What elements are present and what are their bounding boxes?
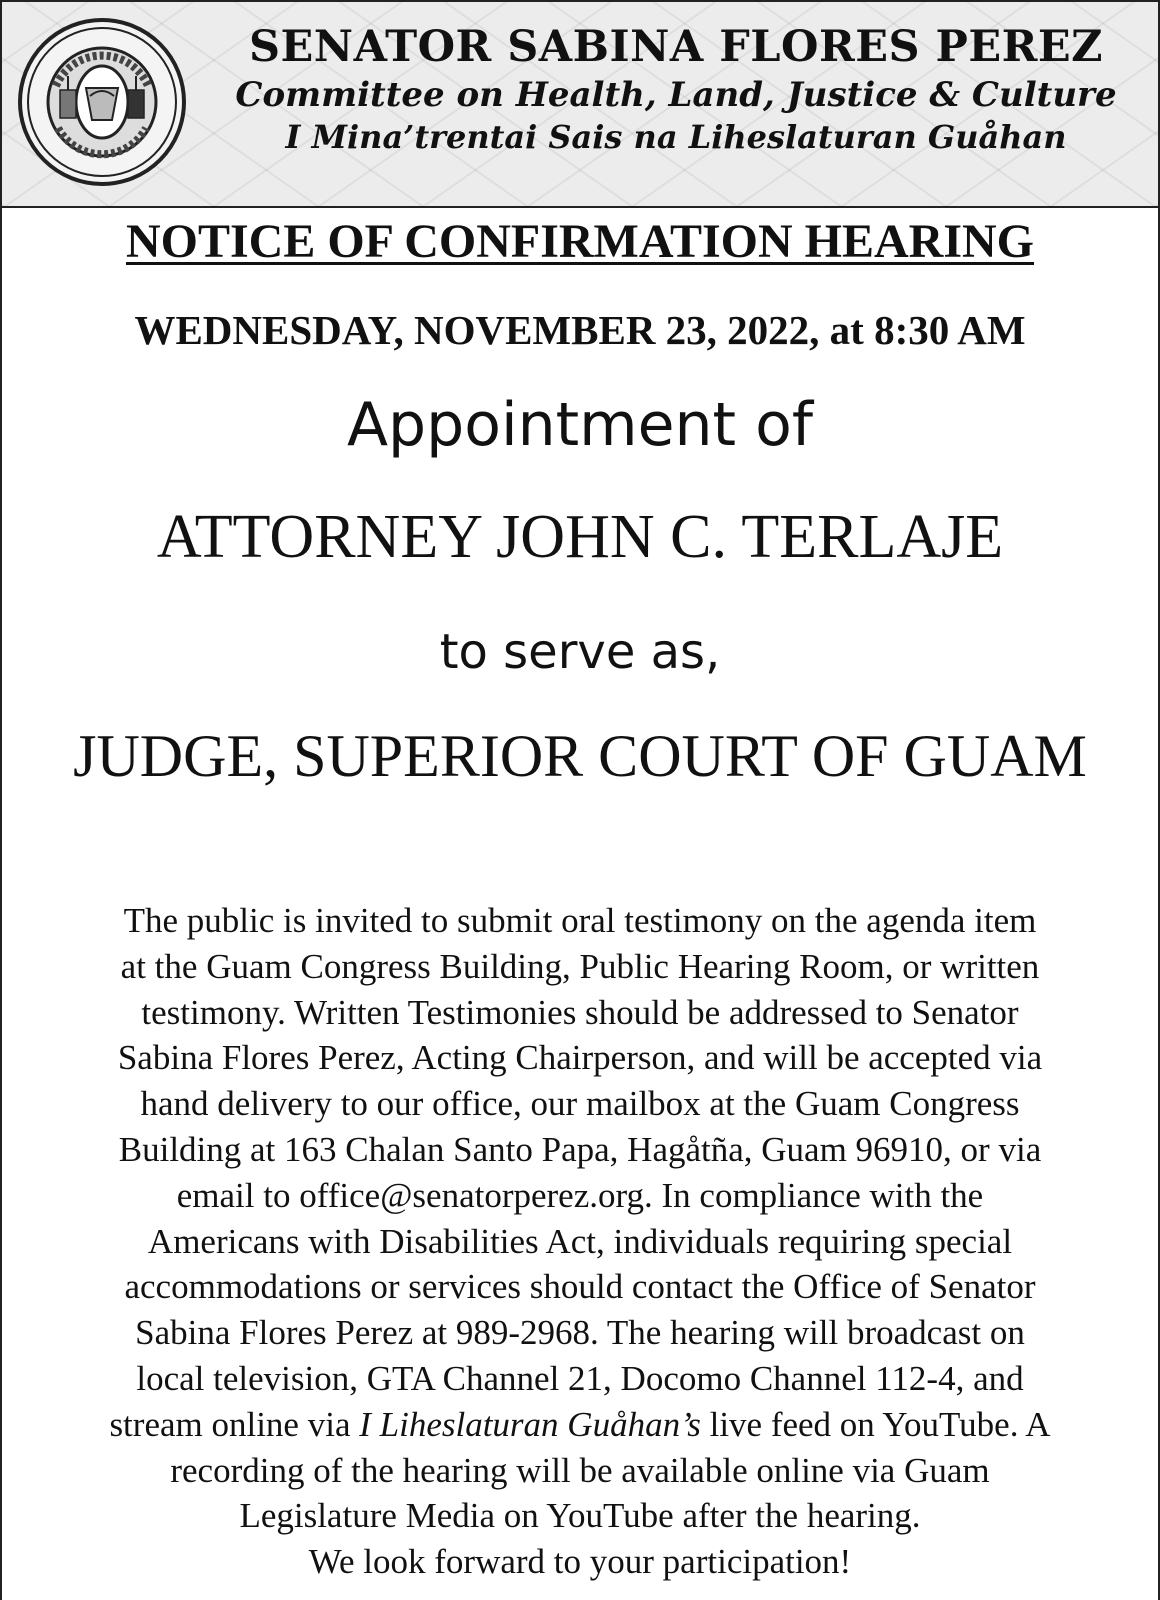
body-line: testimony. Written Testimonies should be addressed to Senator	[141, 992, 1019, 1032]
notice-body	[42, 898, 1118, 1585]
body-line: Sabina Flores Perez, Acting Chairperson, and will be accepted via	[117, 1038, 1043, 1078]
masthead-text	[202, 20, 1150, 158]
body-line: Legislature Media on YouTube after the hearing.	[239, 1496, 921, 1536]
notice-title: NOTICE OF CONFIRMATION HEARING	[125, 215, 1035, 268]
senator-name: SENATOR SABINA FLORES PEREZ	[248, 22, 1104, 72]
legislature-name: I Mina’trentai Sais na Liheslaturan Guåhan	[285, 118, 1067, 156]
body-line-closing: We look forward to your participation!	[308, 1542, 852, 1582]
legislature-italic: I Liheslaturan Guåhan’s	[359, 1404, 701, 1444]
position-title: JUDGE, SUPERIOR COURT OF GUAM	[73, 723, 1087, 789]
nominee-name: ATTORNEY JOHN C. TERLAJE	[156, 503, 1004, 571]
body-line: accommodations or services should contact the Office of Senator	[124, 1267, 1036, 1307]
body-line: recording of the hearing will be available online via Guam	[170, 1450, 990, 1490]
body-line-stream	[42, 1402, 1118, 1448]
body-line: at the Guam Congress Building, Public Hearing Room, or written	[120, 946, 1040, 986]
body-line: email to office@senatorperez.org. In compliance with the	[176, 1175, 984, 1215]
body-line: Building at 163 Chalan Santo Papa, Hagåtña, Guam 96910, or via	[118, 1129, 1042, 1169]
body-line: hand delivery to our office, our mailbox at the Guam Congress	[140, 1084, 1020, 1124]
guam-legislature-seal-icon	[16, 16, 188, 188]
stream-suffix: live feed on YouTube. A	[700, 1404, 1051, 1444]
body-line: The public is invited to submit oral testimony on the agenda item	[123, 901, 1037, 940]
to-serve-as-label: to serve as,	[439, 624, 721, 680]
hearing-date-time: WEDNESDAY, NOVEMBER 23, 2022, at 8:30 AM	[134, 307, 1026, 353]
masthead	[2, 2, 1158, 208]
body-line: local television, GTA Channel 21, Docomo Channel 112-4, and	[136, 1358, 1024, 1398]
body-line: Sabina Flores Perez at 989-2968. The hearing will broadcast on	[135, 1313, 1025, 1353]
appointment-of-label: Appointment of	[347, 390, 813, 460]
body-line: Americans with Disabilities Act, individuals requiring special	[147, 1221, 1013, 1261]
stream-prefix: stream online via	[109, 1404, 360, 1444]
committee-name: Committee on Health, Land, Justice & Culture	[235, 75, 1117, 115]
